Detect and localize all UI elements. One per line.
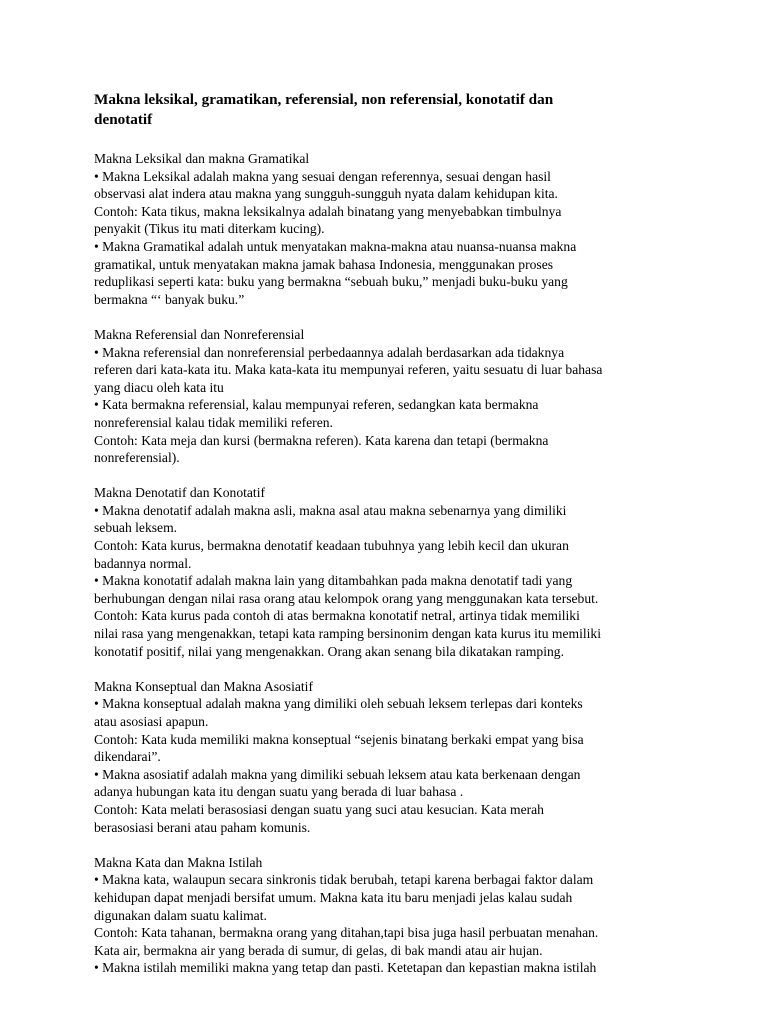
paragraph-line: dikendarai”.	[94, 749, 161, 765]
paragraph-line: • Makna kata, walaupun secara sinkronis tidak berubah, tetapi karena berbagai faktor dalam	[94, 872, 594, 888]
section-konseptual-asosiatif	[94, 678, 680, 836]
paragraph-line: sebuah leksem.	[94, 520, 178, 536]
paragraph-line: • Makna asosiatif adalah makna yang dimiliki sebuah leksem atau kata berkenaan dengan	[94, 766, 581, 782]
paragraph-line: • Makna konotatif adalah makna lain yang ditambahkan pada makna denotatif tadi yang	[94, 573, 573, 589]
paragraph-line: nonreferensial).	[94, 450, 180, 466]
paragraph-line: penyakit (Tikus itu mati diterkam kucing).	[94, 221, 325, 237]
document-title	[94, 90, 680, 130]
section-heading: Makna Konseptual dan Makna Asosiatif	[94, 678, 313, 694]
paragraph-line: reduplikasi seperti kata: buku yang bermakna “sebuah buku,” menjadi buku-buku yang	[94, 274, 568, 290]
paragraph-line: • Makna Leksikal adalah makna yang sesuai dengan referennya, sesuai dengan hasil	[94, 168, 551, 184]
paragraph-line: kehidupan dapat menjadi bersifat umum. Makna kata itu baru menjadi jelas kalau sudah	[94, 889, 573, 905]
title-line: denotatif	[94, 111, 153, 128]
paragraph-line: Contoh: Kata tikus, makna leksikalnya adalah binatang yang menyebabkan timbulnya	[94, 203, 562, 219]
section-kata-istilah	[94, 854, 680, 977]
paragraph-line: Contoh: Kata kuda memiliki makna konseptual “sejenis binatang berkaki empat yang bisa	[94, 731, 584, 747]
section-heading: Makna Referensial dan Nonreferensial	[94, 326, 305, 342]
section-denotatif-konotatif	[94, 484, 680, 660]
paragraph-line: • Kata bermakna referensial, kalau mempunyai referen, sedangkan kata bermakna	[94, 397, 539, 413]
paragraph-line: adanya hubungan kata itu dengan suatu yang berada di luar bahasa .	[94, 784, 464, 800]
section-heading: Makna Denotatif dan Konotatif	[94, 485, 266, 501]
document-page	[94, 90, 680, 995]
section-heading: Makna Leksikal dan makna Gramatikal	[94, 151, 310, 166]
paragraph-line: Contoh: Kata kurus, bermakna denotatif keadaan tubuhnya yang lebih kecil dan ukuran	[94, 538, 569, 554]
title-line: Makna leksikal, gramatikan, referensial, non referensial, konotatif dan	[94, 91, 554, 108]
paragraph-line: bermakna “‘ banyak buku.”	[94, 291, 245, 307]
paragraph-line: nilai rasa yang mengenakkan, tetapi kata ramping bersinonim dengan kata kurus itu memiliki	[94, 626, 601, 642]
paragraph-line: observasi alat indera atau makna yang sungguh-sungguh nyata dalam kehidupan kita.	[94, 186, 558, 202]
paragraph-line: berhubungan dengan nilai rasa orang atau kelompok orang yang menggunakan kata tersebut.	[94, 590, 599, 606]
section-heading: Makna Kata dan Makna Istilah	[94, 854, 263, 870]
paragraph-line: badannya normal.	[94, 555, 192, 571]
paragraph-line: • Makna istilah memiliki makna yang tetap dan pasti. Ketetapan dan kepastian makna istilah	[94, 960, 597, 976]
section-referensial	[94, 326, 680, 467]
paragraph-line: Contoh: Kata melati berasosiasi dengan suatu yang suci atau kesucian. Kata merah	[94, 801, 544, 817]
paragraph-line: berasosiasi berani atau paham komunis.	[94, 819, 311, 835]
paragraph-line: Contoh: Kata meja dan kursi (bermakna referen). Kata karena dan tetapi (bermakna	[94, 432, 549, 448]
paragraph-line: • Makna konseptual adalah makna yang dimiliki oleh sebuah leksem terlepas dari konteks	[94, 696, 583, 712]
paragraph-line: Kata air, bermakna air yang berada di sumur, di gelas, di bak mandi atau air hujan.	[94, 942, 543, 958]
paragraph-line: atau asosiasi apapun.	[94, 714, 209, 729]
paragraph-line: referen dari kata-kata itu. Maka kata-kata itu mempunyai referen, yaitu sesuatu di luar bahasa	[94, 362, 603, 378]
paragraph-line: gramatikal, untuk menyatakan makna jamak bahasa Indonesia, menggunakan proses	[94, 256, 554, 272]
section-leksikal-gramatikal	[94, 150, 680, 308]
paragraph-line: Contoh: Kata kurus pada contoh di atas bermakna konotatif netral, artinya tidak memiliki	[94, 608, 580, 624]
paragraph-line: • Makna referensial dan nonreferensial perbedaannya adalah berdasarkan ada tidaknya	[94, 344, 565, 360]
paragraph-line: yang diacu oleh kata itu	[94, 379, 224, 395]
paragraph-line: • Makna denotatif adalah makna asli, makna asal atau makna sebenarnya yang dimiliki	[94, 502, 567, 518]
paragraph-line: digunakan dalam suatu kalimat.	[94, 907, 267, 923]
paragraph-line: Contoh: Kata tahanan, bermakna orang yang ditahan,tapi bisa juga hasil perbuatan menahan.	[94, 925, 599, 941]
paragraph-line: nonreferensial kalau tidak memiliki referen.	[94, 414, 333, 430]
paragraph-line: konotatif positif, nilai yang mengenakkan. Orang akan senang bila dikatakan ramping.	[94, 643, 564, 659]
paragraph-line: • Makna Gramatikal adalah untuk menyatakan makna-makna atau nuansa-nuansa makna	[94, 238, 577, 254]
